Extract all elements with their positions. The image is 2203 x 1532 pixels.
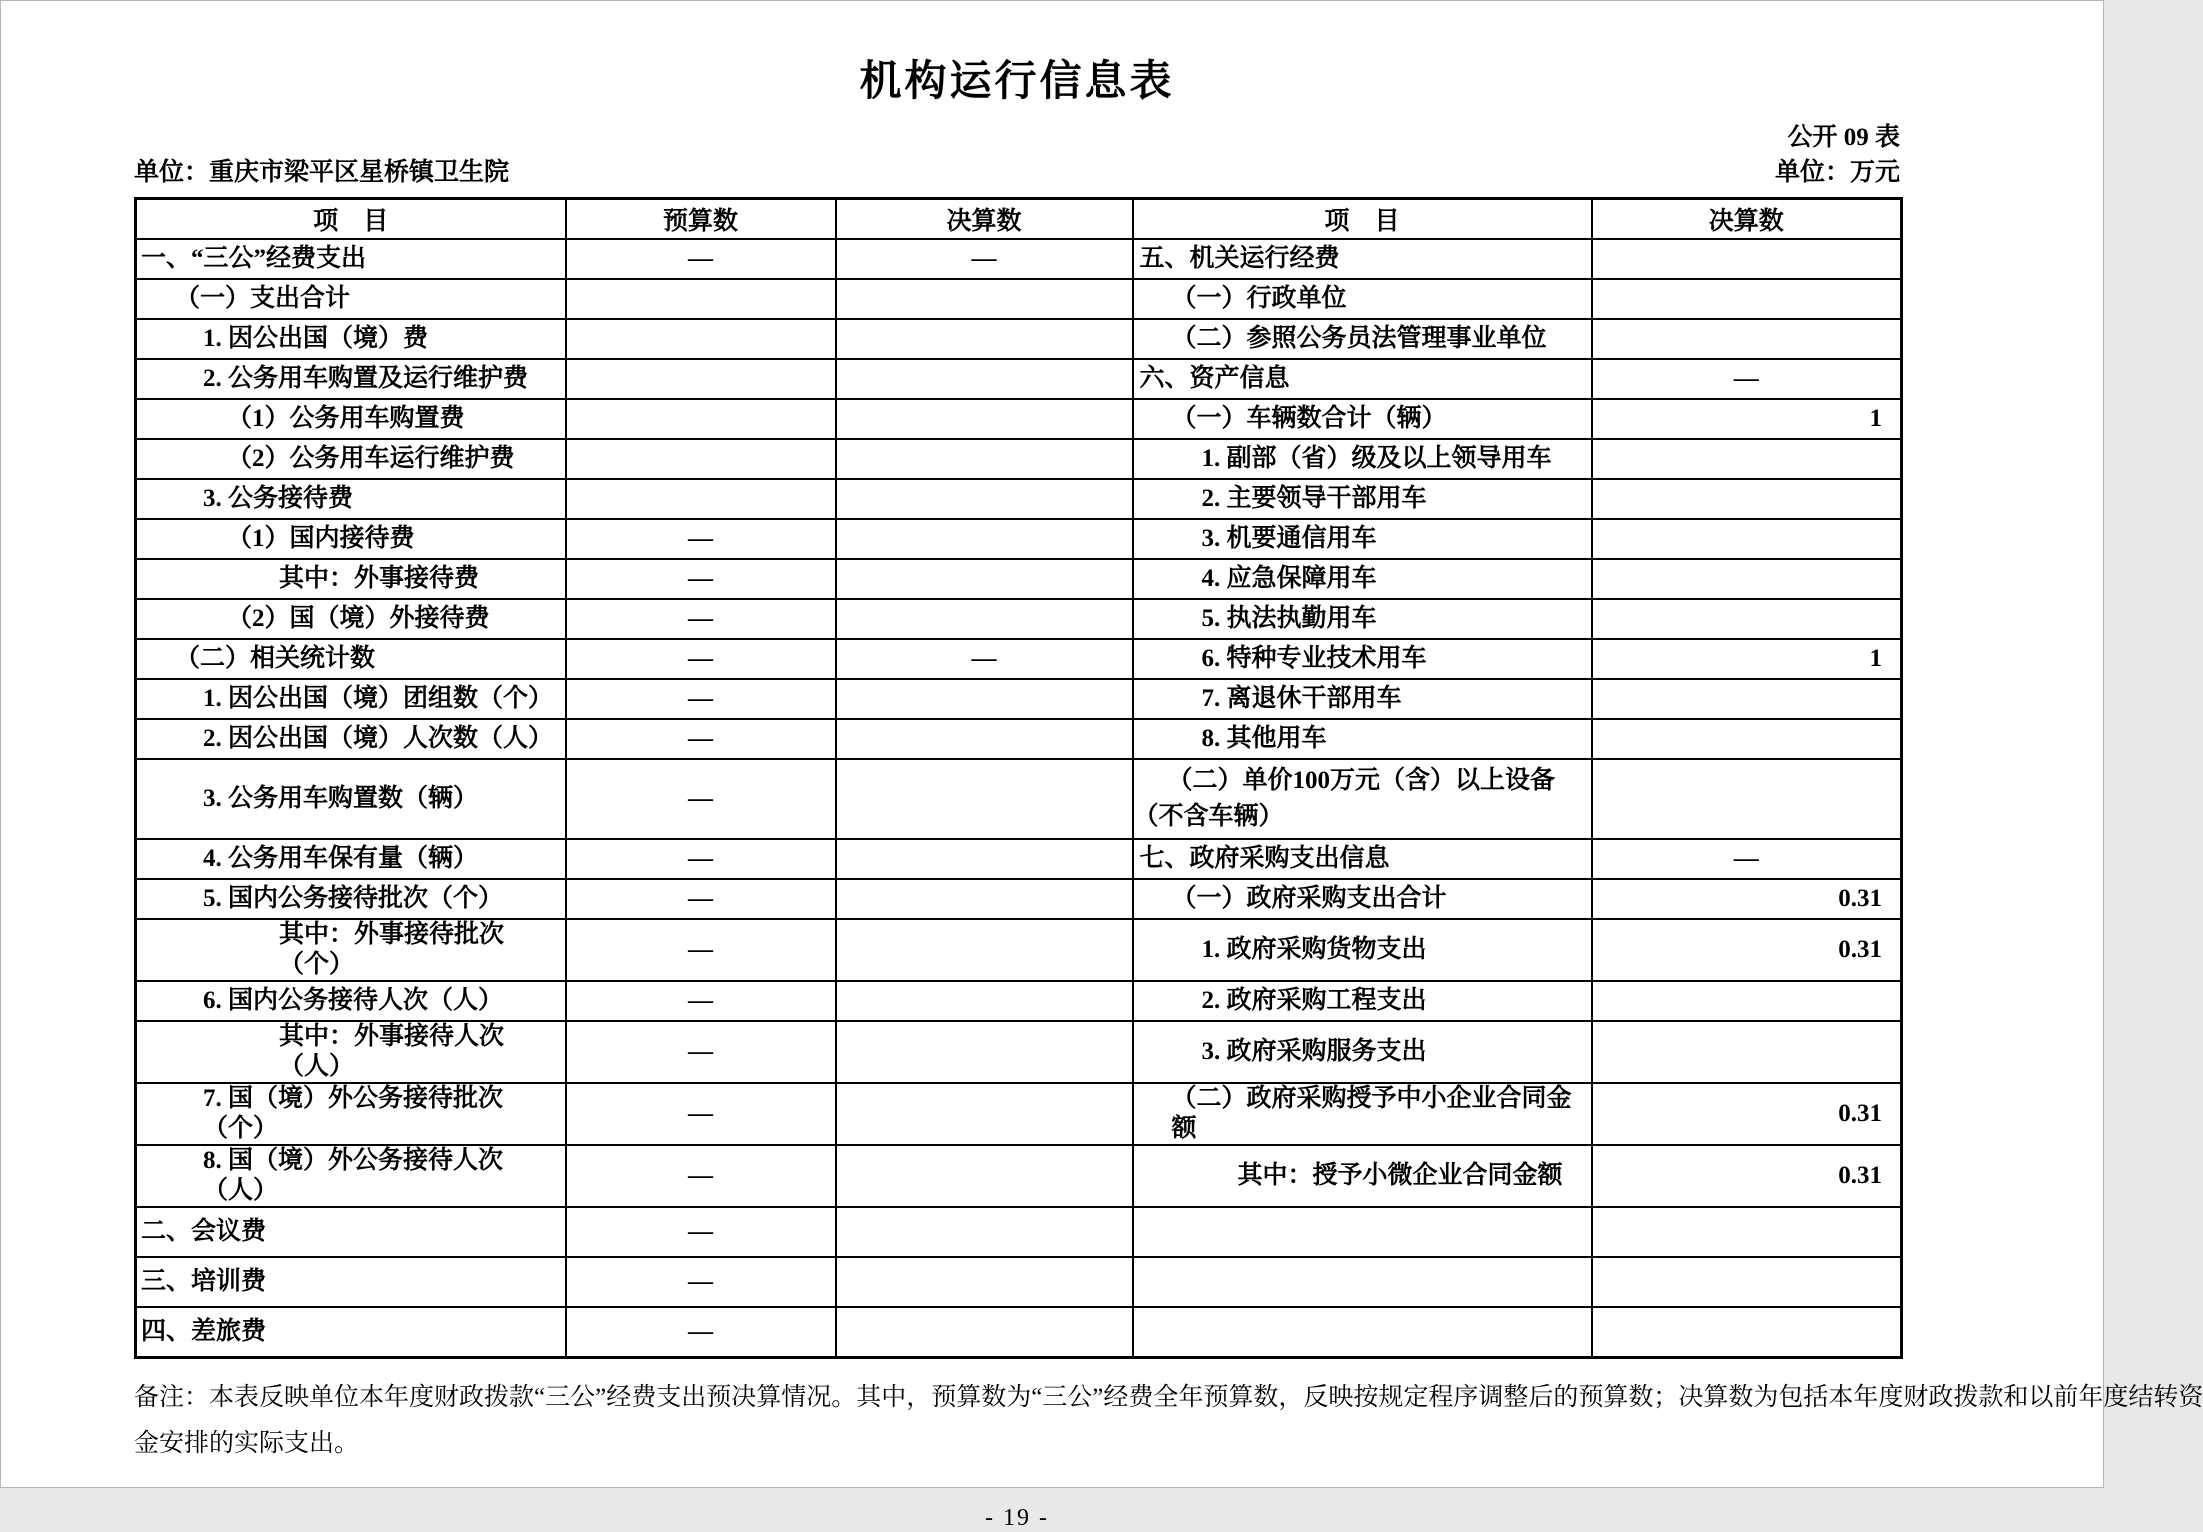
final2-cell: —: [1592, 839, 1902, 879]
final-cell: [836, 1307, 1133, 1357]
item-cell: 1. 因公出国（境）费: [136, 319, 566, 359]
final2-cell: [1592, 239, 1902, 279]
item2-cell: 其中：授予小微企业合同金额: [1133, 1145, 1592, 1207]
final-cell: —: [836, 239, 1133, 279]
final-cell: [836, 1083, 1133, 1145]
budget-cell: —: [566, 981, 836, 1021]
item-cell: （二）相关统计数: [136, 639, 566, 679]
content-area: [134, 57, 2203, 1532]
item-cell: 1. 因公出国（境）团组数（个）: [136, 679, 566, 719]
item-cell: 其中：外事接待费: [136, 559, 566, 599]
item2-cell: 3. 政府采购服务支出: [1133, 1021, 1592, 1083]
budget-cell: [566, 479, 836, 519]
budget-cell: —: [566, 639, 836, 679]
item-cell: （2）国（境）外接待费: [136, 599, 566, 639]
item-cell: 4. 公务用车保有量（辆）: [136, 839, 566, 879]
item-cell: 8. 国（境）外公务接待人次（人）: [136, 1145, 566, 1207]
final-cell: [836, 599, 1133, 639]
item-cell: （一）支出合计: [136, 279, 566, 319]
budget-cell: —: [566, 239, 836, 279]
final-cell: [836, 759, 1133, 839]
final2-cell: —: [1592, 359, 1902, 399]
item2-cell: （二）参照公务员法管理事业单位: [1133, 319, 1592, 359]
column-header-4: 决算数: [1592, 199, 1902, 240]
item-cell: 6. 国内公务接待人次（人）: [136, 981, 566, 1021]
table-row: [136, 919, 1902, 981]
item-cell: 其中：外事接待人次（人）: [136, 1021, 566, 1083]
budget-cell: [566, 439, 836, 479]
final-cell: [836, 559, 1133, 599]
table-row: [136, 981, 1902, 1021]
item-cell: 5. 国内公务接待批次（个）: [136, 879, 566, 919]
table-row: [136, 1207, 1902, 1257]
final-cell: [836, 439, 1133, 479]
item-cell: （2）公务用车运行维护费: [136, 439, 566, 479]
budget-cell: —: [566, 599, 836, 639]
table-number: 公开 09 表: [1787, 124, 1900, 151]
item2-cell: （二）单价100万元（含）以上设备（不含车辆）: [1133, 759, 1592, 839]
item-cell: 二、会议费: [136, 1207, 566, 1257]
reporting-unit: 单位：重庆市梁平区星桥镇卫生院: [134, 159, 510, 186]
final2-cell: [1592, 559, 1902, 599]
budget-cell: —: [566, 559, 836, 599]
final-cell: [836, 679, 1133, 719]
final-cell: [836, 981, 1133, 1021]
table-row: [136, 1145, 1902, 1207]
item2-cell: 六、资产信息: [1133, 359, 1592, 399]
footnote-line-1: 备注：本表反映单位本年度财政拨款“三公”经费支出预决算情况。其中，预算数为“三公”经费全年预算数，反映按规定程序调整后的预算数；决算数为包括本年度财政拨款和以前年度结转资: [134, 1383, 2203, 1411]
currency-unit: 单位：万元: [1774, 159, 1900, 186]
table-row: [136, 559, 1902, 599]
budget-cell: —: [566, 1207, 836, 1257]
final2-cell: [1592, 279, 1902, 319]
final2-cell: 0.31: [1592, 1145, 1902, 1207]
final-cell: [836, 399, 1133, 439]
final2-cell: 0.31: [1592, 919, 1902, 981]
final-cell: [836, 279, 1133, 319]
table-row: [136, 1021, 1902, 1083]
item2-cell: [1133, 1307, 1592, 1357]
final2-cell: [1592, 1207, 1902, 1257]
item2-cell: 6. 特种专业技术用车: [1133, 639, 1592, 679]
final2-cell: [1592, 599, 1902, 639]
item2-cell: 2. 政府采购工程支出: [1133, 981, 1592, 1021]
column-header-2: 决算数: [836, 199, 1133, 240]
table-row: [136, 479, 1902, 519]
budget-cell: —: [566, 519, 836, 559]
table-row: [136, 399, 1902, 439]
item2-cell: 7. 离退休干部用车: [1133, 679, 1592, 719]
budget-cell: —: [566, 1083, 836, 1145]
item2-cell: （一）行政单位: [1133, 279, 1592, 319]
table-row: [136, 759, 1902, 839]
final-cell: [836, 359, 1133, 399]
budget-cell: [566, 399, 836, 439]
header-row: [136, 199, 1902, 240]
final-cell: [836, 1145, 1133, 1207]
final2-cell: [1592, 1257, 1902, 1307]
final-cell: [836, 839, 1133, 879]
page-title: 机构运行信息表: [859, 59, 1175, 105]
budget-cell: —: [566, 1021, 836, 1083]
final2-cell: [1592, 519, 1902, 559]
column-header-1: 预算数: [566, 199, 836, 240]
budget-cell: [566, 359, 836, 399]
final2-cell: [1592, 439, 1902, 479]
footnote-line-2: 金安排的实际支出。: [134, 1429, 360, 1457]
table-header: [136, 199, 1902, 240]
item2-cell: 1. 政府采购货物支出: [1133, 919, 1592, 981]
final-cell: [836, 1021, 1133, 1083]
budget-cell: —: [566, 1307, 836, 1357]
page-number: - 19 -: [985, 1504, 1049, 1531]
budget-cell: —: [566, 919, 836, 981]
item2-cell: 七、政府采购支出信息: [1133, 839, 1592, 879]
item-cell: 2. 公务用车购置及运行维护费: [136, 359, 566, 399]
table-row: [136, 679, 1902, 719]
final-cell: [836, 1207, 1133, 1257]
item2-cell: 3. 机要通信用车: [1133, 519, 1592, 559]
item-cell: 3. 公务接待费: [136, 479, 566, 519]
item2-cell: 2. 主要领导干部用车: [1133, 479, 1592, 519]
final2-cell: 1: [1592, 399, 1902, 439]
budget-cell: —: [566, 679, 836, 719]
final-cell: [836, 879, 1133, 919]
item2-cell: [1133, 1257, 1592, 1307]
final2-cell: [1592, 1021, 1902, 1083]
table-row: [136, 719, 1902, 759]
final2-cell: 0.31: [1592, 879, 1902, 919]
final2-cell: [1592, 759, 1902, 839]
table-row: [136, 879, 1902, 919]
item-cell: 其中：外事接待批次（个）: [136, 919, 566, 981]
item2-cell: （一）车辆数合计（辆）: [1133, 399, 1592, 439]
table-row: [136, 319, 1902, 359]
final-cell: [836, 919, 1133, 981]
item2-cell: 4. 应急保障用车: [1133, 559, 1592, 599]
item-cell: （1）公务用车购置费: [136, 399, 566, 439]
table-row: [136, 1307, 1902, 1357]
item-cell: 三、培训费: [136, 1257, 566, 1307]
budget-cell: —: [566, 839, 836, 879]
final-cell: —: [836, 639, 1133, 679]
table-row: [136, 439, 1902, 479]
item2-cell: （一）政府采购支出合计: [1133, 879, 1592, 919]
item2-cell: 五、机关运行经费: [1133, 239, 1592, 279]
final2-cell: 1: [1592, 639, 1902, 679]
column-header-3: 项 目: [1133, 199, 1592, 240]
final-cell: [836, 519, 1133, 559]
item-cell: 7. 国（境）外公务接待批次（个）: [136, 1083, 566, 1145]
item2-cell: （二）政府采购授予中小企业合同金额: [1133, 1083, 1592, 1145]
table-row: [136, 1083, 1902, 1145]
table-row: [136, 839, 1902, 879]
final2-cell: [1592, 719, 1902, 759]
column-header-0: 项 目: [136, 199, 566, 240]
final2-cell: [1592, 981, 1902, 1021]
final-cell: [836, 319, 1133, 359]
budget-cell: —: [566, 719, 836, 759]
budget-cell: —: [566, 1257, 836, 1307]
footnote: [134, 1375, 2203, 1467]
budget-cell: [566, 279, 836, 319]
table-row: [136, 1257, 1902, 1307]
table-body: [136, 239, 1902, 1357]
final2-cell: 0.31: [1592, 1083, 1902, 1145]
item-cell: 四、差旅费: [136, 1307, 566, 1357]
table-row: [136, 599, 1902, 639]
final-cell: [836, 479, 1133, 519]
table-row: [136, 519, 1902, 559]
final-cell: [836, 1257, 1133, 1307]
table-row: [136, 639, 1902, 679]
budget-cell: —: [566, 879, 836, 919]
item2-cell: 8. 其他用车: [1133, 719, 1592, 759]
final2-cell: [1592, 679, 1902, 719]
unit-line: [134, 155, 1900, 191]
item-cell: 2. 因公出国（境）人次数（人）: [136, 719, 566, 759]
item-cell: （1）国内接待费: [136, 519, 566, 559]
item-cell: 一、“三公”经费支出: [136, 239, 566, 279]
final2-cell: [1592, 479, 1902, 519]
table-row: [136, 359, 1902, 399]
budget-cell: [566, 319, 836, 359]
table-row: [136, 239, 1902, 279]
item2-cell: [1133, 1207, 1592, 1257]
item2-cell: 5. 执法执勤用车: [1133, 599, 1592, 639]
budget-cell: —: [566, 1145, 836, 1207]
final2-cell: [1592, 1307, 1902, 1357]
final-cell: [836, 719, 1133, 759]
table-row: [136, 279, 1902, 319]
item2-cell: 1. 副部（省）级及以上领导用车: [1133, 439, 1592, 479]
item-cell: 3. 公务用车购置数（辆）: [136, 759, 566, 839]
final2-cell: [1592, 319, 1902, 359]
info-table: [134, 197, 1903, 1359]
budget-cell: —: [566, 759, 836, 839]
